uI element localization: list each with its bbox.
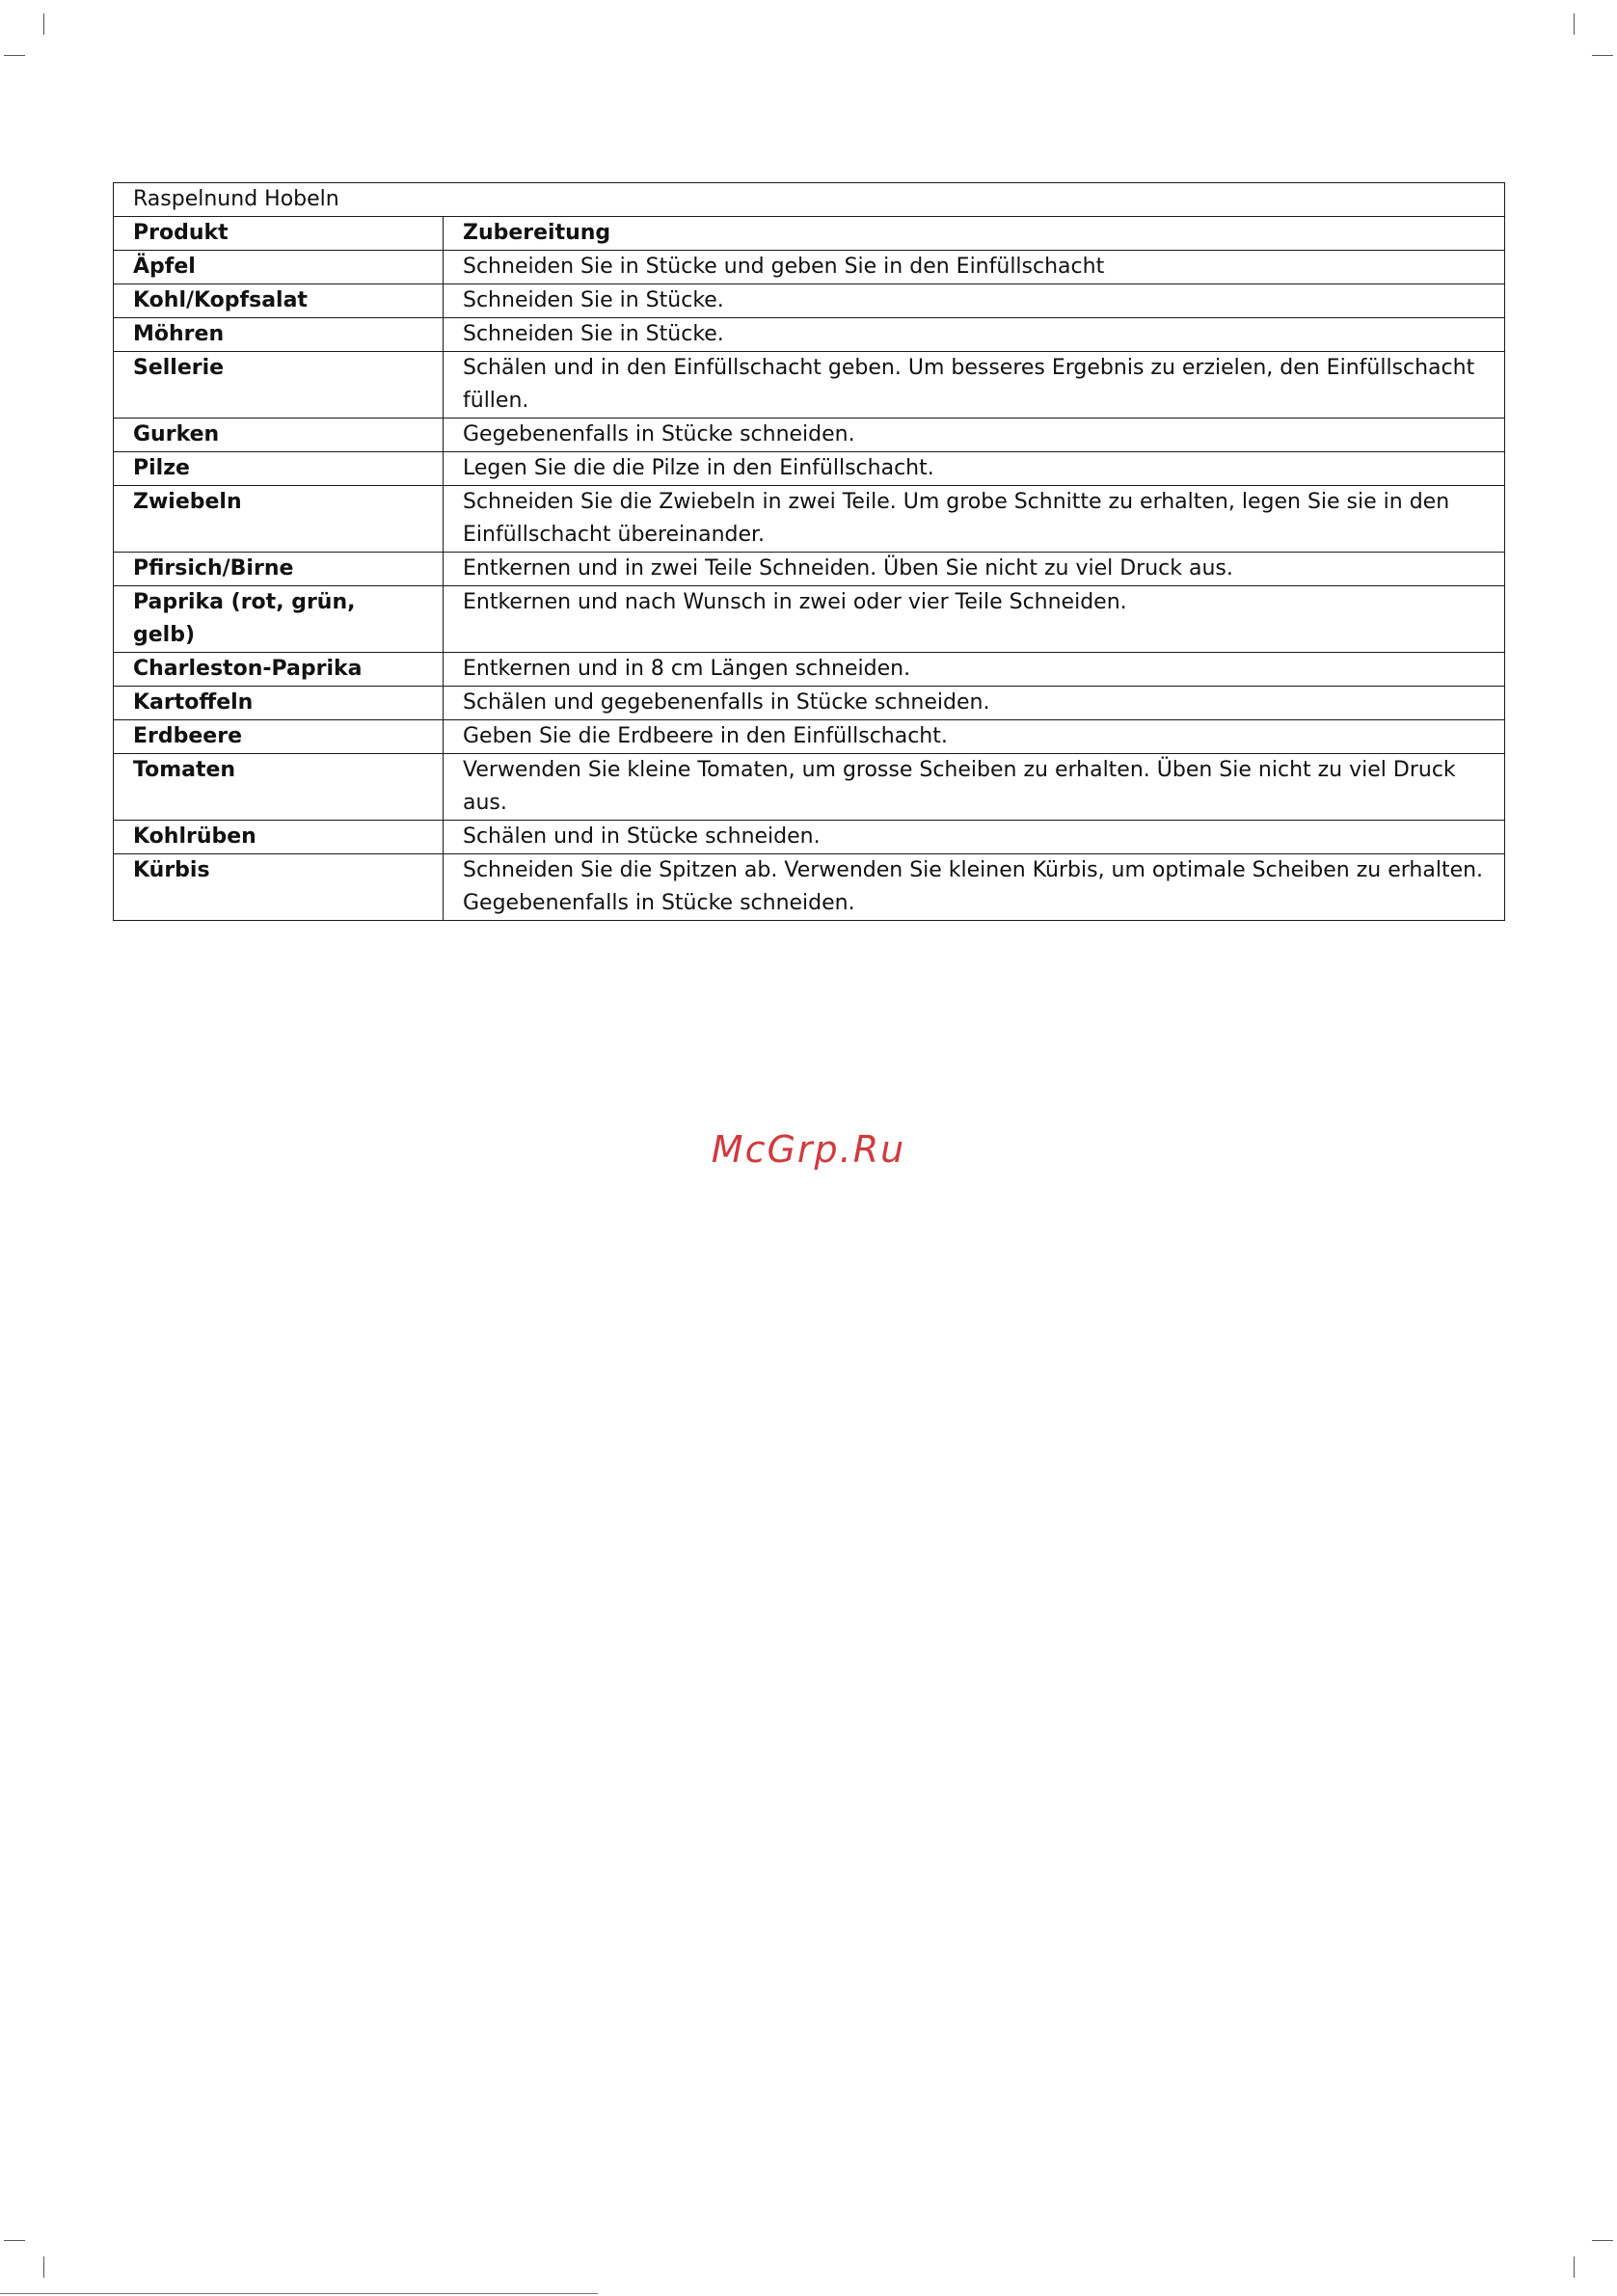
table-row (114, 586, 1505, 653)
table-row (114, 352, 1505, 419)
table-row (114, 452, 1505, 486)
product-cell: Zwiebeln (114, 486, 444, 553)
crop-mark (4, 2240, 25, 2241)
product-cell: Tomaten (114, 754, 444, 821)
preparation-cell: Entkernen und in zwei Teile Schneiden. Üben Sie nicht zu viel Druck aus. (444, 553, 1505, 586)
table-caption-row (114, 183, 1505, 217)
preparation-cell: Schälen und in den Einfüllschacht geben. Um besseres Ergebnis zu erzielen, den Einfüllschacht füllen. (444, 352, 1505, 419)
product-cell: Gurken (114, 419, 444, 452)
footer-divider (0, 2293, 598, 2294)
product-cell: Charleston-Paprika (114, 653, 444, 687)
product-cell: Möhren (114, 318, 444, 352)
recipe-table (113, 182, 1505, 921)
preparation-cell: Schneiden Sie die Zwiebeln in zwei Teile. Um grobe Schnitte zu erhalten, legen Sie sie in den Einfüllschacht übereinander. (444, 486, 1505, 553)
product-cell: Kürbis (114, 854, 444, 921)
crop-mark (43, 2256, 44, 2278)
table-row (114, 251, 1505, 284)
preparation-cell: Schneiden Sie die Spitzen ab. Verwenden Sie kleinen Kürbis, um optimale Scheiben zu erhalten. Gegebenenfalls in Stücke schneiden. (444, 854, 1505, 921)
preparation-cell: Schneiden Sie in Stücke und geben Sie in den Einfüllschacht (444, 251, 1505, 284)
table-row (114, 553, 1505, 586)
preparation-cell: Gegebenenfalls in Stücke schneiden. (444, 419, 1505, 452)
header-preparation: Zubereitung (444, 217, 1505, 251)
table-row (114, 419, 1505, 452)
product-cell: Kohl/Kopfsalat (114, 284, 444, 318)
crop-mark (1592, 55, 1613, 56)
crop-mark (1592, 2240, 1613, 2241)
preparation-cell: Entkernen und in 8 cm Längen schneiden. (444, 653, 1505, 687)
product-cell: Sellerie (114, 352, 444, 419)
crop-mark (43, 14, 44, 35)
table-row (114, 821, 1505, 854)
preparation-cell: Schälen und gegebenenfalls in Stücke schneiden. (444, 687, 1505, 720)
product-cell: Paprika (rot, grün, gelb) (114, 586, 444, 653)
table-row (114, 486, 1505, 553)
preparation-cell: Entkernen und nach Wunsch in zwei oder vier Teile Schneiden. (444, 586, 1505, 653)
crop-mark (4, 55, 25, 56)
table-row (114, 687, 1505, 720)
crop-mark (1574, 14, 1575, 35)
table-row (114, 720, 1505, 754)
preparation-cell: Schneiden Sie in Stücke. (444, 318, 1505, 352)
product-cell: Pfirsich/Birne (114, 553, 444, 586)
table-row (114, 653, 1505, 687)
table-caption: Raspelnund Hobeln (114, 183, 1505, 217)
table-row (114, 318, 1505, 352)
product-cell: Erdbeere (114, 720, 444, 754)
header-product: Produkt (114, 217, 444, 251)
table-row (114, 284, 1505, 318)
product-cell: Kohlrüben (114, 821, 444, 854)
table-row (114, 754, 1505, 821)
product-cell: Äpfel (114, 251, 444, 284)
table-header-row (114, 217, 1505, 251)
preparation-cell: Geben Sie die Erdbeere in den Einfüllschacht. (444, 720, 1505, 754)
crop-mark (1574, 2256, 1575, 2278)
preparation-cell: Legen Sie die die Pilze in den Einfüllschacht. (444, 452, 1505, 486)
preparation-cell: Verwenden Sie kleine Tomaten, um grosse Scheiben zu erhalten. Üben Sie nicht zu viel Druck aus. (444, 754, 1505, 821)
watermark: McGrp.Ru (711, 1128, 906, 1171)
product-cell: Pilze (114, 452, 444, 486)
table-row (114, 854, 1505, 921)
preparation-cell: Schälen und in Stücke schneiden. (444, 821, 1505, 854)
preparation-cell: Schneiden Sie in Stücke. (444, 284, 1505, 318)
product-cell: Kartoffeln (114, 687, 444, 720)
